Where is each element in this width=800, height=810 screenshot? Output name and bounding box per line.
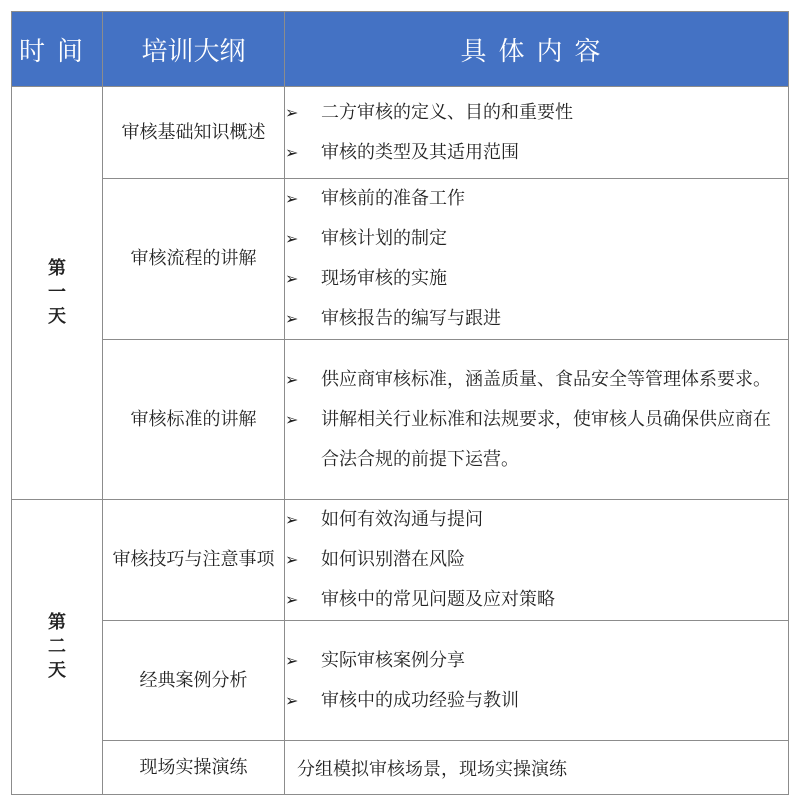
list-item <box>285 259 788 299</box>
header-content: 具体内容 <box>285 12 789 87</box>
list-item-text: 二方审核的定义、目的和重要性 <box>321 101 573 123</box>
topic-cell: 经典案例分析 <box>103 621 285 741</box>
header-outline: 培训大纲 <box>103 12 285 87</box>
list-item-text: 讲解相关行业标准和法规要求，使审核人员确保供应商在合法合规的前提下运营。 <box>321 408 771 470</box>
topic-cell: 审核流程的讲解 <box>103 179 285 340</box>
arrow-bullet-icon: ➢ <box>285 409 299 429</box>
table-row <box>12 87 789 179</box>
list-item <box>285 219 788 259</box>
content-cell: 分组模拟审核场景，现场实操演练 <box>285 741 789 795</box>
table-row <box>12 621 789 741</box>
table-row <box>12 340 789 500</box>
topic-cell: 审核技巧与注意事项 <box>103 500 285 621</box>
day-cell <box>12 87 103 500</box>
arrow-bullet-icon: ➢ <box>285 142 299 162</box>
list-item-text: 如何有效沟通与提问 <box>321 509 483 530</box>
arrow-bullet-icon: ➢ <box>285 550 299 569</box>
list-item-text: 审核的类型及其适用范围 <box>321 141 519 163</box>
list-item <box>285 400 788 480</box>
content-cell <box>285 500 789 621</box>
day-label: 第二天 <box>48 612 66 681</box>
list-item-text: 实际审核案例分享 <box>321 649 465 671</box>
arrow-bullet-icon: ➢ <box>285 229 299 248</box>
arrow-bullet-icon: ➢ <box>285 369 299 389</box>
content-cell <box>285 340 789 500</box>
topic-cell: 审核基础知识概述 <box>103 87 285 179</box>
arrow-bullet-icon: ➢ <box>285 690 299 710</box>
table-row <box>12 741 789 795</box>
training-outline-table <box>11 11 789 795</box>
list-item-text: 审核中的成功经验与教训 <box>321 689 519 711</box>
table-row <box>12 179 789 340</box>
day-label: 第一天 <box>48 258 66 327</box>
list-item-text: 审核计划的制定 <box>321 228 447 249</box>
arrow-bullet-icon: ➢ <box>285 102 299 122</box>
list-item-text: 审核前的准备工作 <box>321 188 465 209</box>
arrow-bullet-icon: ➢ <box>285 269 299 288</box>
list-item-text: 如何识别潜在风险 <box>321 549 465 570</box>
table-row <box>12 500 789 621</box>
list-item <box>285 500 788 540</box>
list-item <box>285 580 788 620</box>
training-outline <box>11 11 788 795</box>
list-item-text: 审核中的常见问题及应对策略 <box>321 589 555 610</box>
content-cell <box>285 621 789 741</box>
day-cell <box>12 500 103 795</box>
list-item-text: 现场审核的实施 <box>321 268 447 289</box>
arrow-bullet-icon: ➢ <box>285 510 299 529</box>
topic-cell: 审核标准的讲解 <box>103 340 285 500</box>
list-item-text: 审核报告的编写与跟进 <box>321 308 501 329</box>
list-item <box>285 540 788 580</box>
header-time: 时间 <box>12 12 103 87</box>
list-item <box>285 360 788 400</box>
content-cell <box>285 87 789 179</box>
list-item-text: 供应商审核标准，涵盖质量、食品安全等管理体系要求。 <box>321 368 771 390</box>
header-row <box>12 12 789 87</box>
list-item <box>285 179 788 219</box>
list-item <box>285 641 788 681</box>
arrow-bullet-icon: ➢ <box>285 309 299 328</box>
arrow-bullet-icon: ➢ <box>285 189 299 208</box>
arrow-bullet-icon: ➢ <box>285 650 299 670</box>
list-item <box>285 681 788 721</box>
list-item <box>285 299 788 339</box>
list-item <box>285 133 788 173</box>
arrow-bullet-icon: ➢ <box>285 590 299 609</box>
content-cell <box>285 179 789 340</box>
list-item <box>285 93 788 133</box>
topic-cell: 现场实操演练 <box>103 741 285 795</box>
